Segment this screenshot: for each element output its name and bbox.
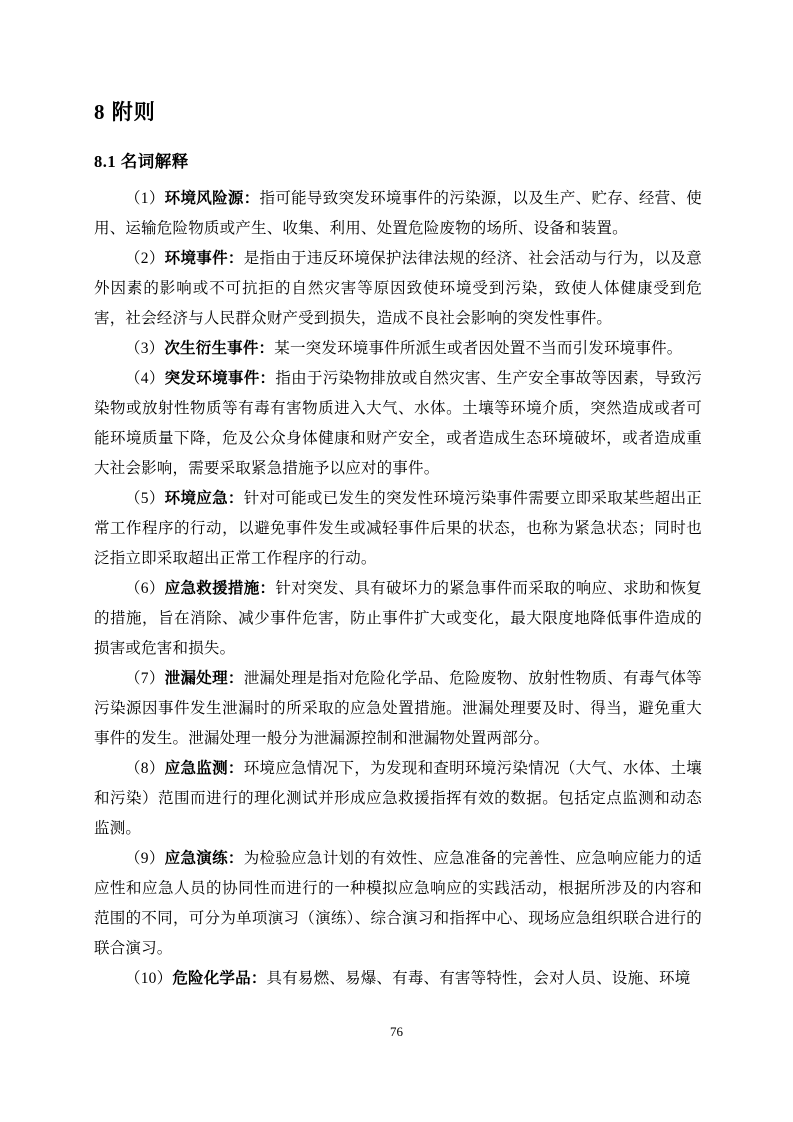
definition-number: （2） — [125, 250, 165, 267]
definition-text: 具有易燃、易爆、有毒、有害等特性，会对人员、设施、环境 — [266, 970, 691, 987]
definition-term: 环境风险源： — [164, 190, 260, 207]
definition-item-6 — [94, 574, 702, 664]
definition-item-1 — [94, 184, 702, 244]
definition-text: 指由于污染物排放或自然灾害、生产安全事故等因素，导致污染物或放射性物质等有毒有害物质进入大气、水体。土壤等环境介质，突然造成或者可能环境质量下降，危及公众身体健康和财产安全，或者造成生态环境破坏，或者造成重大社会影响，需要采取紧急措施予以应对的事件。 — [94, 370, 702, 477]
definition-term: 泄漏处理： — [164, 670, 244, 687]
definition-text: 某一突发环境事件所派生或者因处置不当而引发环境事件。 — [274, 340, 683, 357]
definition-text: 指可能导致突发环境事件的污染源，以及生产、贮存、经营、使用、运输危险物质或产生、收集、利用、处置危险废物的场所、设备和装置。 — [94, 190, 702, 237]
definition-item-8 — [94, 754, 702, 844]
definition-text: 针对可能或已发生的突发性环境污染事件需要立即采取某些超出正常工作程序的行动，以避免事件发生或减轻事件后果的状态，也称为紧急状态；同时也泛指立即采取超出正常工作程序的行动。 — [94, 490, 702, 567]
definition-number: （3） — [125, 340, 165, 357]
definition-number: （4） — [125, 370, 165, 387]
definition-term: 应急救援措施： — [164, 580, 276, 597]
definition-item-5 — [94, 484, 702, 574]
definition-number: （5） — [125, 490, 165, 507]
definition-number: （6） — [125, 580, 165, 597]
definition-item-3 — [94, 334, 702, 364]
definition-text: 为检验应急计划的有效性、应急准备的完善性、应急响应能力的适应性和应急人员的协同性而进行的一种模拟应急响应的实践活动，根据所涉及的内容和范围的不同，可分为单项演习（演练）、综合演习和指挥中心、现场应急组织联合进行的联合演习。 — [94, 850, 702, 957]
definition-term: 次生衍生事件： — [164, 340, 275, 357]
chapter-heading: 8 附则 — [94, 100, 156, 124]
definition-term: 突发环境事件： — [164, 370, 276, 387]
definition-text: 针对突发、具有破坏力的紧急事件而采取的响应、求助和恢复的措施，旨在消除、减少事件危害，防止事件扩大或变化，最大限度地降低事件造成的损害或危害和损失。 — [94, 580, 702, 657]
definition-term: 环境应急： — [164, 490, 244, 507]
definition-text: 泄漏处理是指对危险化学品、危险废物、放射性物质、有毒气体等污染源因事件发生泄漏时的所采取的应急处置措施。泄漏处理要及时、得当，避免重大事件的发生。泄漏处理一般分为泄漏源控制和泄漏物处置两部分。 — [94, 670, 702, 747]
section-heading: 8.1 名词解释 — [94, 152, 189, 171]
definition-term: 应急监测： — [164, 760, 244, 777]
definition-text: 是指由于违反环境保护法律法规的经济、社会活动与行为，以及意外因素的影响或不可抗拒的自然灾害等原因致使环境受到污染，致使人体健康受到危害，社会经济与人民群众财产受到损失，造成不良社会影响的突发性事件。 — [94, 250, 702, 327]
definition-item-9 — [94, 844, 702, 964]
definition-number: （10） — [125, 970, 173, 987]
definition-number: （7） — [125, 670, 165, 687]
definition-text: 环境应急情况下，为发现和查明环境污染情况（大气、水体、土壤和污染）范围而进行的理化测试并形成应急救援指挥有效的数据。包括定点监测和动态监测。 — [94, 760, 702, 837]
definition-item-7 — [94, 664, 702, 754]
definition-term: 环境事件： — [164, 250, 244, 267]
definition-item-2 — [94, 244, 702, 334]
definition-item-10 — [94, 964, 702, 994]
definition-number: （1） — [125, 190, 165, 207]
definition-term: 危险化学品： — [172, 970, 267, 987]
definition-number: （8） — [125, 760, 165, 777]
page-number: 76 — [390, 1024, 403, 1039]
definition-term: 应急演练： — [164, 850, 244, 867]
document-content — [94, 96, 702, 994]
definition-number: （9） — [125, 850, 165, 867]
definition-item-4 — [94, 364, 702, 484]
